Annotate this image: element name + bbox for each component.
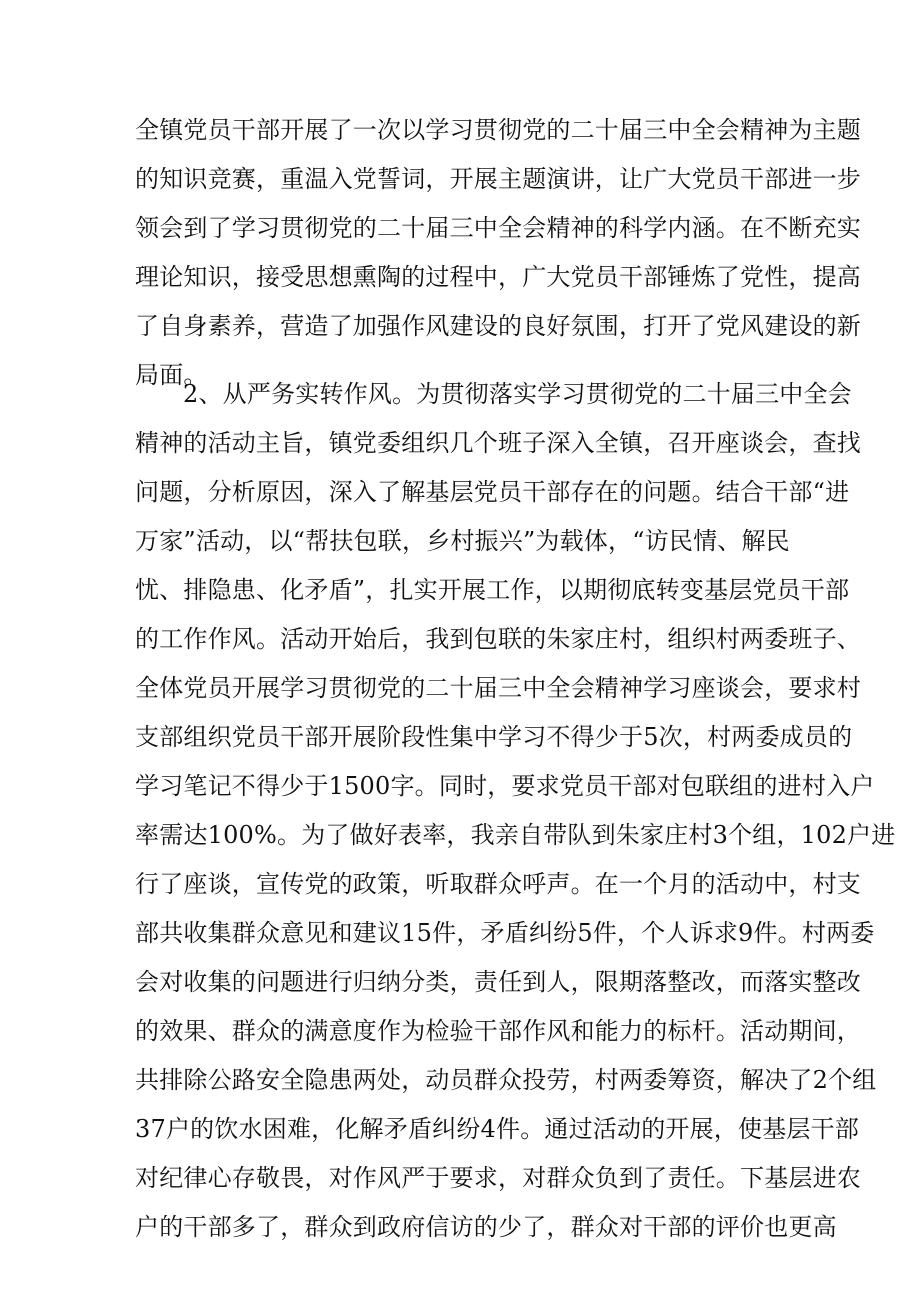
paragraph-2-first-line: 2、从严务实转作风。为贯彻落实学习贯彻党的二十届三中全会 xyxy=(183,380,852,408)
text-line: 37户的饮水困难，化解矛盾纠纷4件。通过活动的开展，使基层干部 xyxy=(135,1115,860,1143)
text-line: 了自身素养，营造了加强作风建设的良好氛围，打开了党风建设的新 xyxy=(135,312,861,340)
text-line: 部共收集群众意见和建议15件，矛盾纠纷5件，个人诉求9件。村两委 xyxy=(135,919,875,947)
text-line: 理论知识，接受思想熏陶的过程中，广大党员干部锤炼了党性，提高 xyxy=(135,263,861,291)
text-line: 学习笔记不得少于1500字。同时，要求党员干部对包联组的进村入户 xyxy=(135,772,875,800)
text-line: 会对收集的问题进行归纳分类，责任到人，限期落整改，而落实整改 xyxy=(135,968,861,996)
text-line: 对纪律心存敬畏，对作风严于要求，对群众负到了责任。下基层进农 xyxy=(135,1164,861,1192)
text-line: 万家”活动，以“帮扶包联，乡村振兴”为载体，“访民情、解民 xyxy=(135,527,790,555)
text-line: 户的干部多了，群众到政府信访的少了，群众对干部的评价也更高 xyxy=(135,1213,837,1241)
text-line: 全体党员开展学习贯彻党的二十届三中全会精神学习座谈会，要求村 xyxy=(135,674,861,702)
text-line: 行了座谈，宣传党的政策，听取群众呼声。在一个月的活动中，村支 xyxy=(135,870,861,898)
text-line: 的效果、群众的满意度作为检验干部作风和能力的标杆。活动期间， xyxy=(135,1017,861,1045)
text-line: 率需达100%。为了做好表率，我亲自带队到朱家庄村3个组，102户进 xyxy=(135,821,896,849)
text-line: 全镇党员干部开展了一次以学习贯彻党的二十届三中全会精神为主题 xyxy=(135,116,861,144)
text-line: 共排除公路安全隐患两处，动员群众投劳，村两委筹资，解决了2个组 xyxy=(135,1066,877,1094)
text-line: 问题，分析原因，深入了解基层党员干部存在的问题。结合干部“进 xyxy=(135,478,850,506)
text-line: 的知识竞赛，重温入党誓词，开展主题演讲，让广大党员干部进一步 xyxy=(135,165,861,193)
text-line: 领会到了学习贯彻党的二十届三中全会精神的科学内涵。在不断充实 xyxy=(135,214,861,242)
text-line: 局面。 xyxy=(135,361,208,389)
text-line: 支部组织党员干部开展阶段性集中学习不得少于5次，村两委成员的 xyxy=(135,723,853,751)
text-line: 的工作作风。活动开始后，我到包联的朱家庄村，组织村两委班子、 xyxy=(135,625,861,653)
text-line: 精神的活动主旨，镇党委组织几个班子深入全镇，召开座谈会，查找 xyxy=(135,429,861,457)
text-line: 忧、排隐患、化矛盾”，扎实开展工作，以期彻底转变基层党员干部 xyxy=(135,576,850,604)
